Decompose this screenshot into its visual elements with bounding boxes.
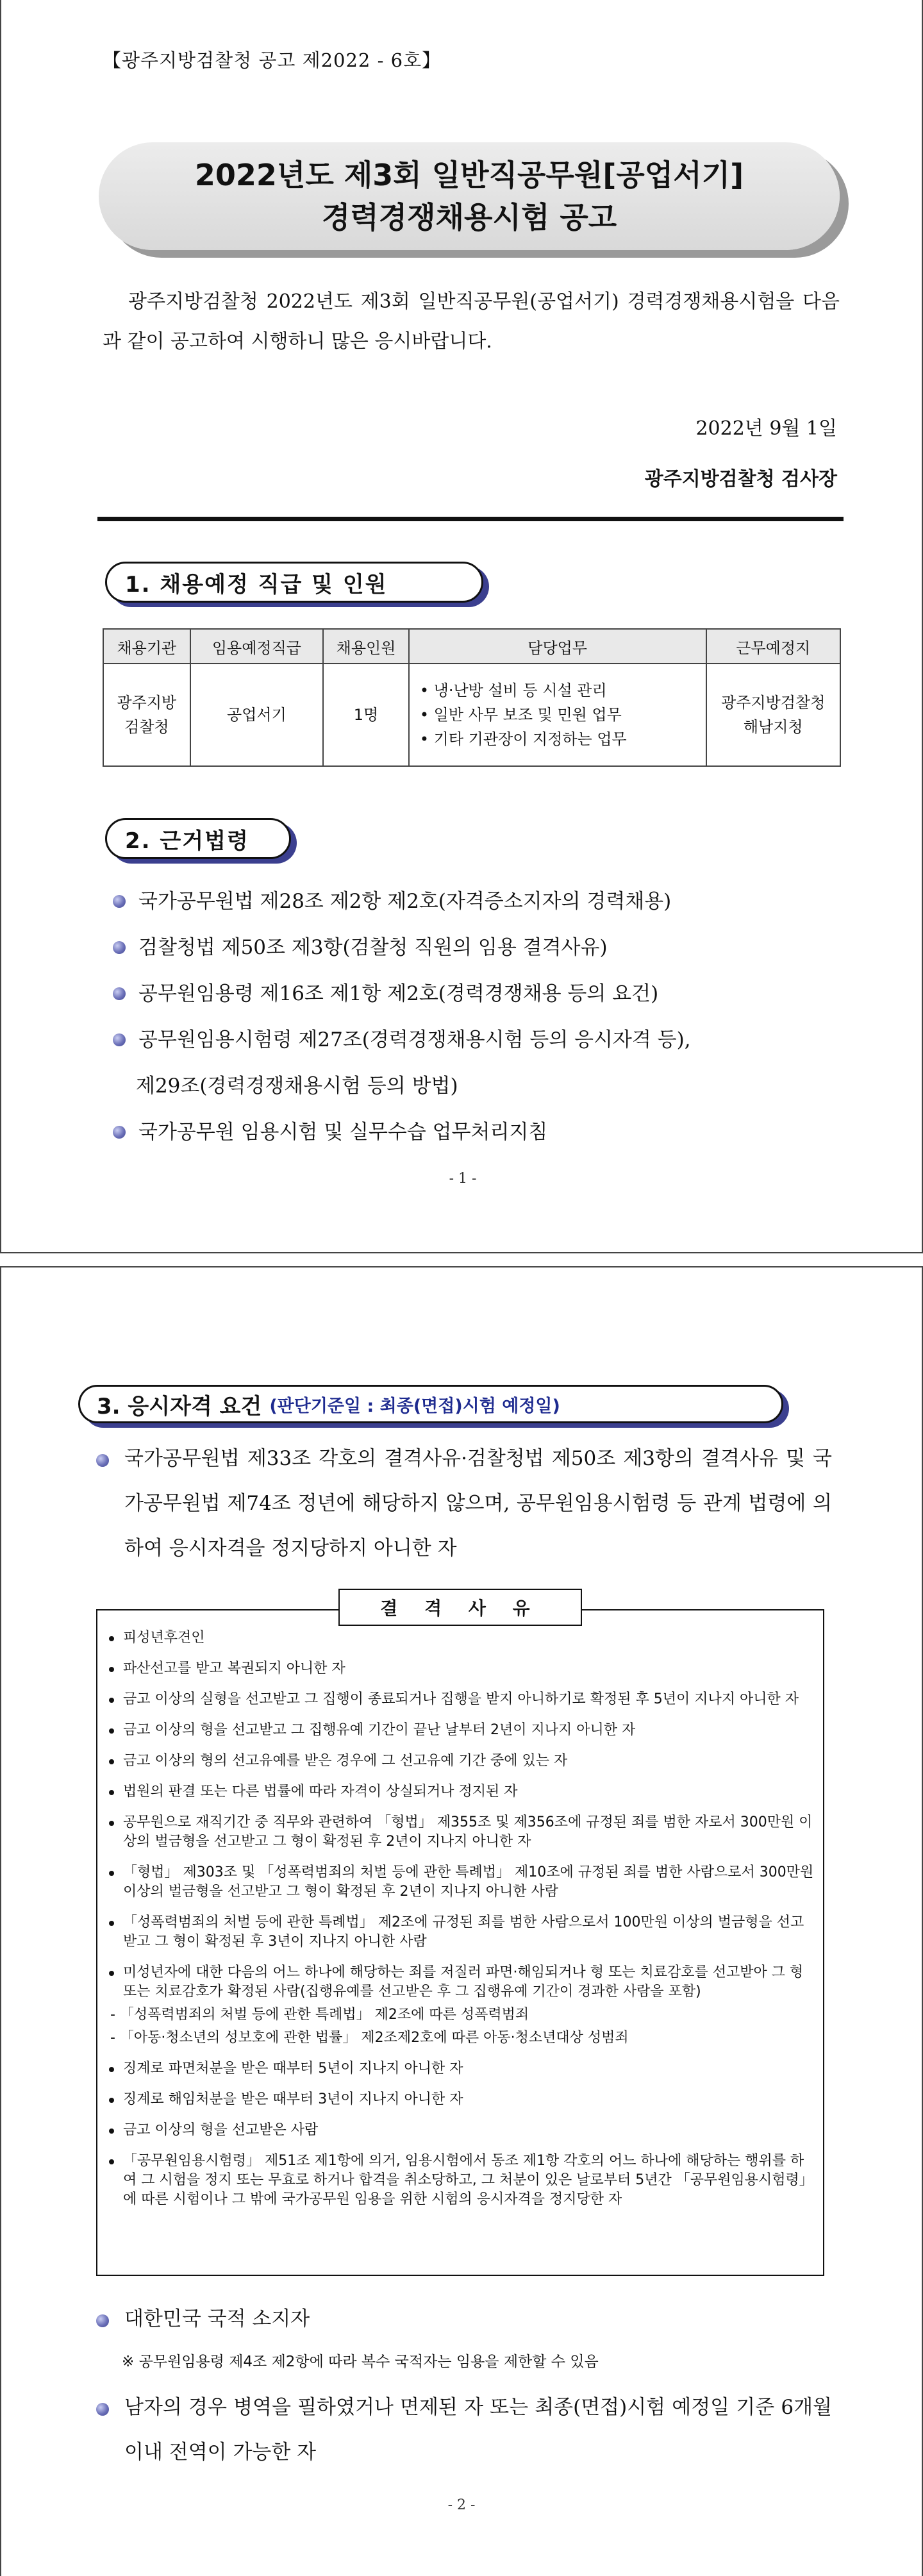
bullet-icon [113, 987, 126, 1000]
law-item: 검찰청법 제50조 제3항(검찰청 직원의 임용 결격사유) [109, 924, 846, 971]
cell-grade: 공업서기 [190, 664, 323, 766]
title-line-1: 2022년도 제3회 일반직공무원[공업서기] [194, 158, 744, 192]
nationality-note: ※ 공무원임용령 제4조 제2항에 따라 복수 국적자는 임용을 제한할 수 있음 [122, 2354, 599, 2370]
disqualification-item: 「공무원임용시험령」 제51조 제1항에 의거, 임용시험에서 동조 제1항 각호의 어느 하나에 해당하는 행위를 하여 그 시험을 정지 또는 무효로 하거나 합격을 취소당하고, 그 처분이 있은 날로부터 5년간 「공무원임용시험령」에 따른 시험이나 그 밖에 국가공무원 임용을 위한 시험의 응시자격을 정지당한 자 [105, 2152, 817, 2209]
agency-line-2: 검찰청 [124, 718, 169, 736]
duty-item: • 냉·난방 설비 등 시설 관리 [419, 682, 607, 699]
cell-location [706, 664, 841, 766]
disqualification-sub-item: - 「아동·청소년의 성보호에 관한 법률」 제2조제2호에 따른 아동·청소년대상 성범죄 [110, 2030, 629, 2046]
eligibility-paragraph-2: 대한민국 국적 소지자 [95, 2296, 832, 2341]
law-item: 국가공무원법 제28조 제2항 제2호(자격증소지자의 경력채용) [109, 878, 846, 924]
intro-paragraph: 광주지방검찰청 2022년도 제3회 일반직공무원(공업서기) 경력경쟁채용시험을 다음과 같이 공고하여 시행하니 많은 응시바랍니다. [103, 290, 840, 353]
law-item: 공무원임용령 제16조 제1항 제2호(경력경쟁채용 등의 요건) [109, 971, 846, 1017]
col-grade: 임용예정직급 [190, 629, 323, 664]
section-3-label: 3. 응시자격 요건 [97, 1393, 262, 1419]
notice-number: 【광주지방검찰청 공고 제2022 - 6호】 [103, 49, 442, 71]
duty-item: • 기타 기관장이 지정하는 업무 [419, 730, 627, 748]
section-2-heading [105, 818, 291, 859]
law-list [109, 878, 846, 1155]
cell-duties [409, 664, 706, 766]
disqualification-title: 결 격 사 유 [338, 1589, 582, 1626]
disqualification-item: 금고 이상의 형을 선고받고 그 집행유예 기간이 끝난 날부터 2년이 지나지 아니한 자 [105, 1721, 817, 1740]
page-number: - 2 - [447, 2497, 476, 2513]
disqualification-item: 금고 이상의 형을 선고받은 사람 [105, 2121, 817, 2140]
eligibility-paragraph-1: 국가공무원법 제33조 각호의 결격사유·검찰청법 제50조 제3항의 결격사유 및 국가공무원법 제74조 정년에 해당하지 않으며, 공무원임용시험령 등 관계 법령에 의하여 응시자격을 정지당하지 아니한 자 [95, 1436, 832, 1571]
section-3-heading [78, 1385, 783, 1423]
document-page-1 [0, 0, 923, 1253]
disqualification-item: 파산선고를 받고 복권되지 아니한 자 [105, 1659, 817, 1678]
recruitment-table [103, 628, 841, 767]
bullet-icon [113, 895, 126, 908]
bullet-icon [96, 2403, 109, 2416]
disqualification-item: 금고 이상의 실형을 선고받고 그 집행이 종료되거나 집행을 받지 아니하기로 확정된 후 5년이 지나지 아니한 자 [105, 1690, 817, 1709]
disqualification-item: 공무원으로 재직기간 중 직무와 관련하여 「형법」 제355조 및 제356조에 규정된 죄를 범한 자로서 300만원 이상의 벌금형을 선고받고 그 형이 확정된 후 2년이 지나지 아니한 자 [105, 1813, 817, 1852]
page-number: - 1 - [449, 1171, 477, 1187]
page-gap [0, 1253, 923, 1266]
bullet-icon [96, 2314, 109, 2327]
law-item: 공무원임용시험령 제27조(경력경쟁채용시험 등의 응시자격 등), 제29조(경력경쟁채용시험 등의 방법) [109, 1017, 846, 1109]
law-item-continuation: 제29조(경력경쟁채용시험 등의 방법) [136, 1075, 458, 1098]
divider-rule [97, 517, 844, 521]
section-1-label: 1. 채용예정 직급 및 인원 [125, 571, 388, 598]
bullet-icon [113, 1033, 126, 1046]
agency-line-1: 광주지방 [117, 694, 177, 712]
table-row [103, 664, 840, 766]
disqualification-item: 미성년자에 대한 다음의 어느 하나에 해당하는 죄를 저질러 파면·해임되거나 형 또는 치료감호를 선고받아 그 형 또는 치료감호가 확정된 사람(집행유예를 선고받은 후 그 집행유예 기간이 경과한 사람을 포함) [105, 1963, 817, 2002]
eligibility-paragraph-3: 남자의 경우 병역을 필하였거나 면제된 자 또는 최종(면접)시험 예정일 기준 6개월 이내 전역이 가능한 자 [95, 2385, 832, 2475]
section-1-heading [105, 562, 483, 603]
disqualification-item: 징계로 해임처분을 받은 때부터 3년이 지나지 아니한 자 [105, 2090, 817, 2109]
cell-count: 1명 [323, 664, 409, 766]
location-line-1: 광주지방검찰청 [721, 694, 826, 712]
duty-item: • 일반 사무 보조 및 민원 업무 [419, 706, 622, 724]
disqualification-item: 피성년후견인 [105, 1628, 817, 1648]
cell-agency [103, 664, 190, 766]
title-banner [99, 142, 840, 250]
disqualification-item: 「성폭력범죄의 처벌 등에 관한 특례법」 제2조에 규정된 죄를 범한 사람으로서 100만원 이상의 벌금형을 선고받고 그 형이 확정된 후 3년이 지나지 아니한 사람 [105, 1913, 817, 1952]
disqualification-item: 금고 이상의 형의 선고유예를 받은 경우에 그 선고유예 기간 중에 있는 자 [105, 1752, 817, 1771]
disqualification-sub-item: - 「성폭력범죄의 처벌 등에 관한 특례법」 제2조에 따른 성폭력범죄 [110, 2007, 529, 2023]
disqualification-item: 법원의 판결 또는 다른 법률에 따라 자격이 상실되거나 정지된 자 [105, 1782, 817, 1802]
disqualification-item: 「형법」 제303조 및 「성폭력범죄의 처벌 등에 관한 특례법」 제10조에 규정된 죄를 범한 사람으로서 300만원 이상의 벌금형을 선고받고 그 형이 확정된 후 2년이 지나지 아니한 사람 [105, 1863, 817, 1902]
bullet-icon [96, 1454, 109, 1467]
bullet-icon [113, 941, 126, 954]
title-line-2: 경력경쟁채용시험 공고 [321, 200, 617, 235]
signer: 광주지방검찰청 검사장 [644, 468, 837, 490]
location-line-2: 해남지청 [743, 718, 803, 736]
disqualification-list [105, 1628, 817, 2221]
table-header-row [103, 629, 840, 664]
announcement-date: 2022년 9월 1일 [695, 417, 837, 440]
section-3-subheading: (판단기준일 : 최종(면접)시험 예정일) [269, 1396, 560, 1416]
col-count: 채용인원 [323, 629, 409, 664]
col-agency: 채용기관 [103, 629, 190, 664]
col-duties: 담당업무 [409, 629, 706, 664]
disqualification-item: 징계로 파면처분을 받은 때부터 5년이 지나지 아니한 자 [105, 2059, 817, 2078]
section-2-label: 2. 근거법령 [125, 828, 249, 854]
law-item: 국가공무원 임용시험 및 실무수습 업무처리지침 [109, 1109, 846, 1155]
col-location: 근무예정지 [706, 629, 841, 664]
bullet-icon [113, 1126, 126, 1139]
